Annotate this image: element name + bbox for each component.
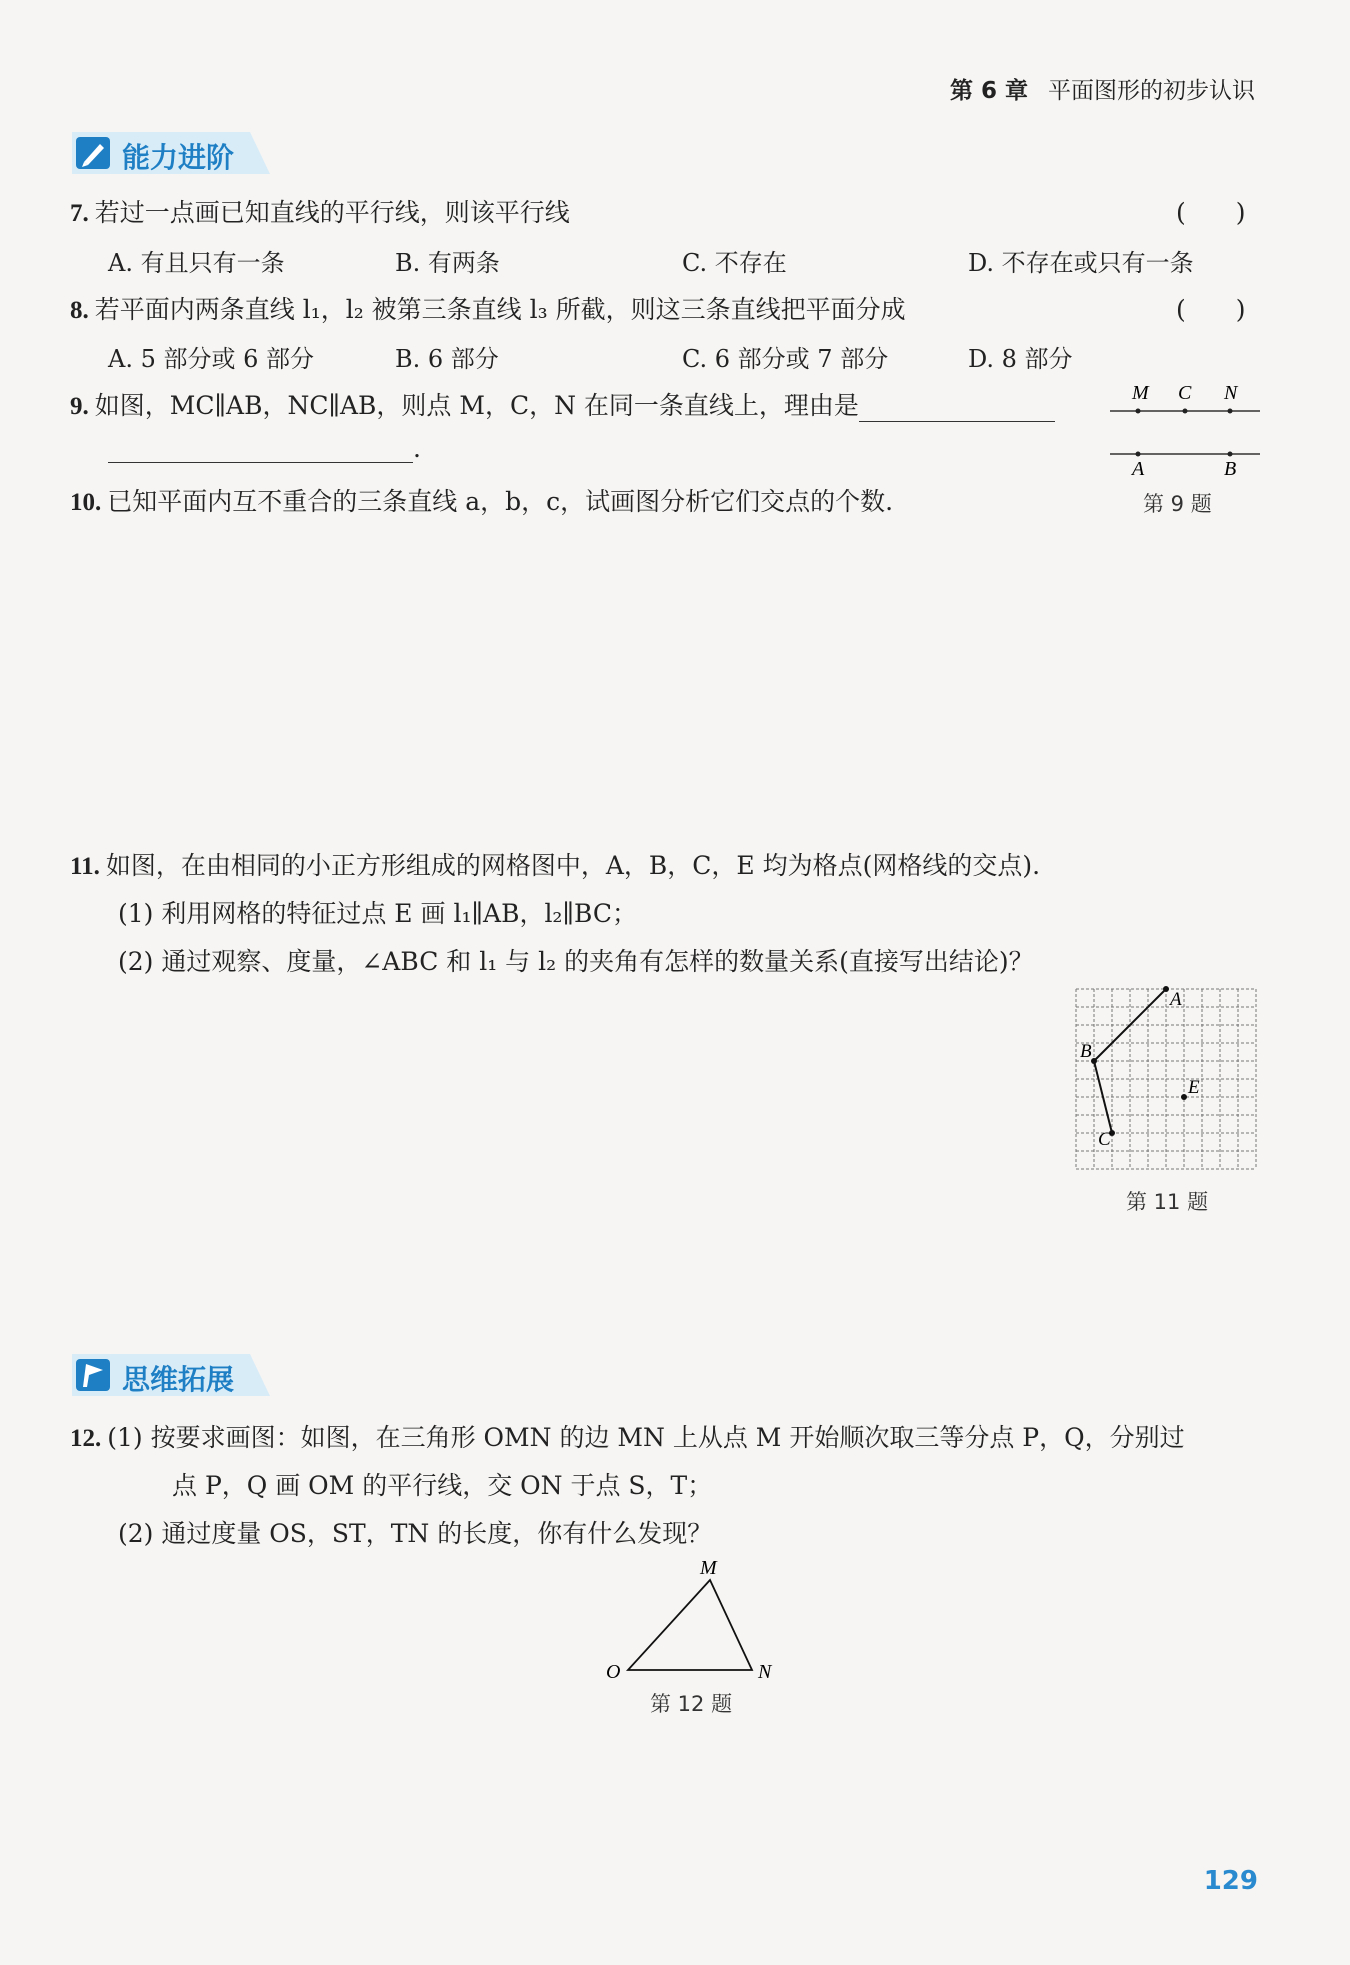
label-m: M — [1132, 382, 1149, 404]
question-11 — [70, 846, 1040, 882]
question-number: 9. — [70, 393, 89, 420]
label-n: N — [1224, 382, 1238, 404]
question-text: 如图，在由相同的小正方形组成的网格图中，A，B，C，E 均为格点(网格线的交点). — [105, 851, 1041, 880]
question-11-part-1: (1) 利用网格的特征过点 E 画 l₁∥AB，l₂∥BC； — [118, 899, 637, 928]
figure-q12 — [600, 1552, 790, 1682]
point-m — [1136, 409, 1141, 414]
point-a — [1163, 986, 1169, 992]
section-badge-thinking — [72, 1354, 272, 1396]
label-o: O — [606, 1661, 621, 1682]
point-c — [1183, 409, 1188, 414]
sentence-end: . — [413, 434, 421, 463]
answer-blank[interactable] — [859, 395, 1055, 422]
label-c: C — [1098, 1129, 1111, 1150]
label-b: B — [1224, 458, 1237, 480]
question-9-continuation — [108, 434, 421, 463]
question-7 — [70, 193, 570, 229]
point-a — [1136, 452, 1141, 457]
question-text: 已知平面内互不重合的三条直线 a，b，c，试画图分析它们交点的个数. — [107, 487, 894, 516]
question-part-1: (1) 按要求画图：如图，在三角形 OMN 的边 MN 上从点 M 开始顺次取三等分点 P，Q，分别过 — [107, 1423, 1185, 1452]
point-e — [1181, 1094, 1187, 1100]
question-text: 若平面内两条直线 l₁，l₂ 被第三条直线 l₃ 所截，则这三条直线把平面分成 — [94, 295, 906, 324]
figure-caption: 第 11 题 — [1126, 1190, 1209, 1214]
label-a: A — [1170, 989, 1182, 1010]
section-title: 能力进阶 — [122, 141, 235, 174]
label-e: E — [1188, 1077, 1200, 1098]
question-12 — [70, 1418, 1185, 1454]
question-10 — [70, 482, 893, 518]
question-text: 若过一点画已知直线的平行线，则该平行线 — [94, 198, 570, 227]
option-c: C. 不存在 — [682, 249, 787, 277]
option-c: C. 6 部分或 7 部分 — [682, 345, 889, 373]
figure-q11 — [1070, 985, 1270, 1175]
figure-caption: 第 12 题 — [650, 1692, 733, 1716]
question-text: 如图，MC∥AB，NC∥AB，则点 M，C，N 在同一条直线上，理由是 — [94, 391, 859, 420]
option-b: B. 6 部分 — [395, 345, 499, 373]
question-11-part-2: (2) 通过观察、度量，∠ABC 和 l₁ 与 l₂ 的夹角有怎样的数量关系(直接写出结论)？ — [118, 947, 1034, 976]
question-number: 10. — [70, 489, 102, 516]
question-9 — [70, 386, 1055, 422]
question-number: 12. — [70, 1425, 102, 1452]
question-number: 7. — [70, 200, 89, 227]
question-number: 11. — [70, 853, 100, 880]
label-c: C — [1178, 382, 1192, 404]
section-title: 思维拓展 — [122, 1363, 235, 1396]
point-b — [1091, 1058, 1097, 1064]
answer-paren: ( ) — [1176, 198, 1246, 227]
page-header — [950, 72, 1255, 105]
figure-q9 — [1100, 375, 1270, 485]
label-a: A — [1132, 458, 1145, 480]
label-m: M — [700, 1557, 717, 1579]
point-n — [1228, 409, 1233, 414]
question-12-part-2: (2) 通过度量 OS，ST，TN 的长度，你有什么发现？ — [118, 1519, 713, 1548]
answer-blank[interactable] — [108, 436, 413, 463]
option-a: A. 5 部分或 6 部分 — [108, 345, 315, 373]
label-n: N — [758, 1661, 772, 1682]
option-a: A. 有且只有一条 — [108, 249, 285, 277]
question-8 — [70, 290, 906, 326]
section-badge-ability — [72, 132, 272, 174]
question-12-part-1-continued: 点 P，Q 画 OM 的平行线，交 ON 于点 S，T； — [172, 1471, 713, 1500]
answer-paren: ( ) — [1176, 295, 1246, 324]
question-number: 8. — [70, 297, 89, 324]
point-b — [1228, 452, 1233, 457]
page-number: 129 — [1203, 1866, 1258, 1896]
chapter-number: 第 6 章 — [949, 78, 1028, 104]
option-b: B. 有两条 — [395, 249, 500, 277]
figure-caption: 第 9 题 — [1143, 492, 1212, 516]
triangle-omn — [628, 1580, 752, 1670]
label-b: B — [1080, 1041, 1092, 1062]
option-d: D. 不存在或只有一条 — [968, 249, 1194, 277]
chapter-title: 平面图形的初步认识 — [1048, 78, 1255, 104]
option-d: D. 8 部分 — [968, 345, 1073, 373]
